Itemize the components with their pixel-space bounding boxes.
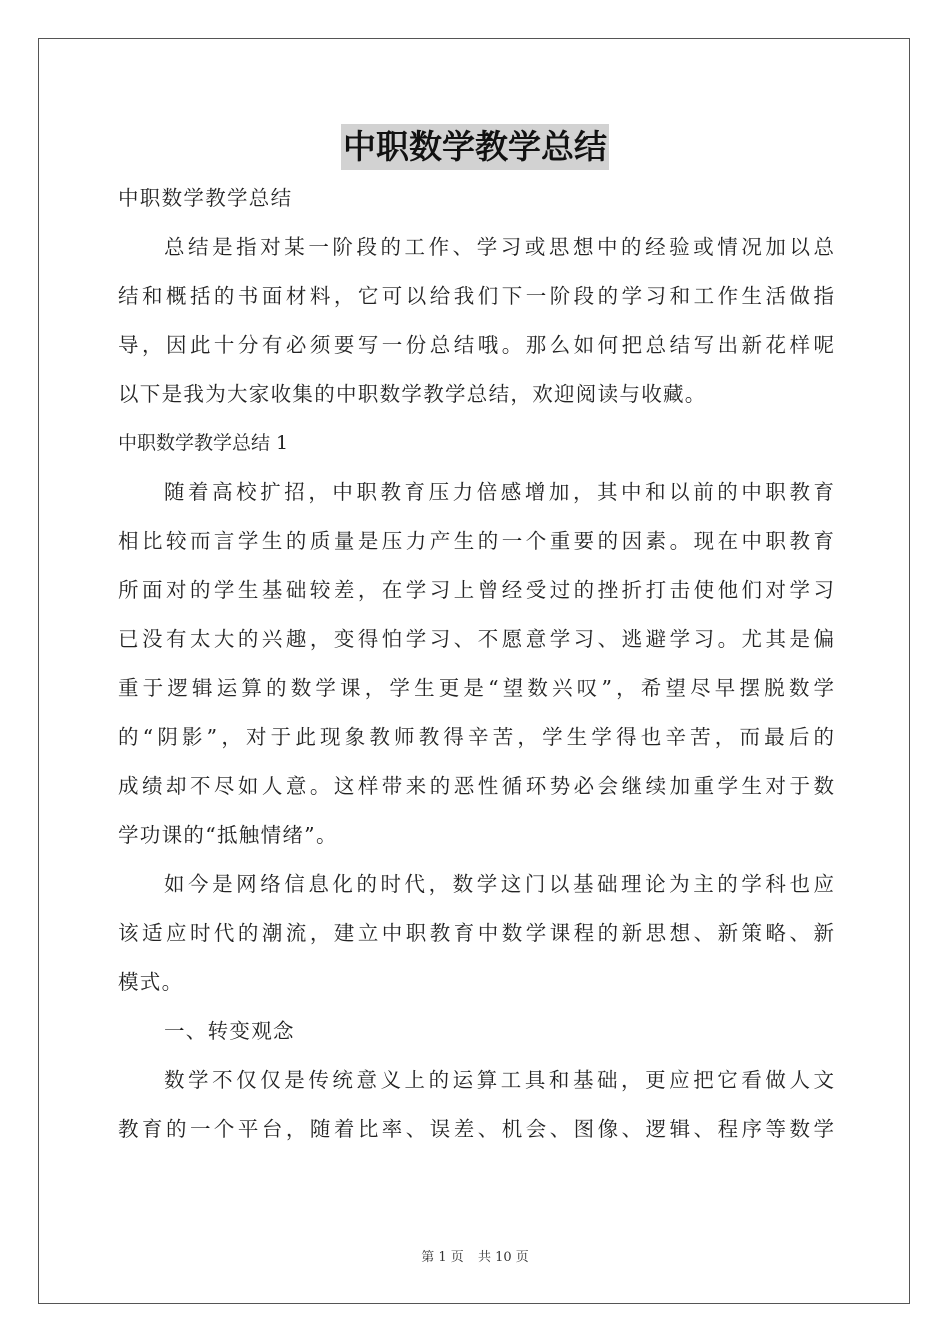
intro-line-1: 总结是指对某一阶段的工作、学习或思想中的经验或情况加以总 — [164, 235, 834, 259]
para1-line-2: 相比较而言学生的质量是压力产生的一个重要的因素。现在中职教育 — [118, 529, 834, 553]
para2-line-3: 模式。 — [118, 970, 184, 994]
intro-line-2: 结和概括的书面材料，它可以给我们下一阶段的学习和工作生活做指 — [118, 284, 834, 308]
para1-line-4: 已没有太大的兴趣，变得怕学习、不愿意学习、逃避学习。尤其是偏 — [118, 627, 834, 651]
para2-line-2: 该适应时代的潮流，建立中职教育中数学课程的新思想、新策略、新 — [118, 921, 834, 945]
section-heading-1: 一、转变观念 — [164, 1019, 295, 1043]
title-wrap — [0, 124, 950, 170]
document-body — [118, 174, 834, 1154]
para3-line-1: 数学不仅仅是传统意义上的运算工具和基础，更应把它看做人文 — [164, 1068, 834, 1092]
intro-line-3: 导，因此十分有必须要写一份总结哦。那么如何把总结写出新花样呢 — [118, 333, 834, 357]
heading-main: 中职数学教学总结 — [118, 186, 293, 210]
para1-line-6: 的“阴影”，对于此现象教师教得辛苦，学生学得也辛苦，而最后的 — [118, 725, 834, 749]
page-footer — [0, 1246, 950, 1265]
heading-summary-1: 中职数学教学总结 1 — [118, 432, 289, 454]
para1-line-1: 随着高校扩招，中职教育压力倍感增加，其中和以前的中职教育 — [164, 480, 834, 504]
para1-line-5: 重于逻辑运算的数学课，学生更是“望数兴叹”，希望尽早摆脱数学 — [118, 676, 834, 700]
intro-line-4: 以下是我为大家收集的中职数学教学总结，欢迎阅读与收藏。 — [118, 382, 707, 406]
para2-line-1: 如今是网络信息化的时代，数学这门以基础理论为主的学科也应 — [164, 872, 834, 896]
para1-line-8: 学功课的“抵触情绪”。 — [118, 823, 338, 847]
page-total: 共 10 页 — [477, 1250, 529, 1265]
page-number: 第 1 页 — [421, 1250, 464, 1265]
para1-line-7: 成绩却不尽如人意。这样带来的恶性循环势必会继续加重学生对于数 — [118, 774, 834, 798]
para3-line-2: 教育的一个平台，随着比率、误差、机会、图像、逻辑、程序等数学 — [118, 1117, 834, 1141]
para1-line-3: 所面对的学生基础较差，在学习上曾经受过的挫折打击使他们对学习 — [118, 578, 834, 602]
document-title: 中职数学教学总结 — [341, 124, 609, 170]
